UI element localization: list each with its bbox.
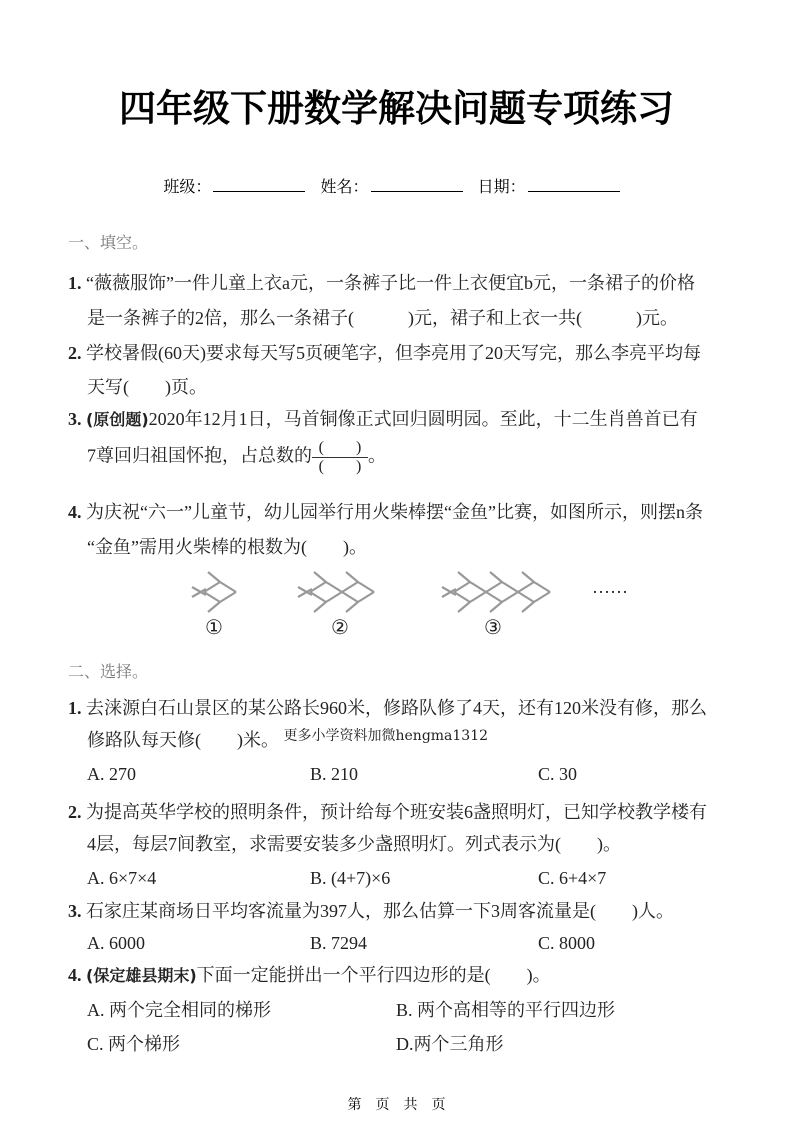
s2-q4-option-b: B. 两个高相等的平行四边形 — [396, 1000, 616, 1020]
s2-q1-option-b: B. 210 — [310, 764, 359, 784]
name-label: 姓名： — [320, 177, 369, 196]
matchstick — [358, 582, 374, 592]
matchstick — [342, 582, 358, 592]
matchstick — [534, 582, 550, 592]
s2-q3-option-a: A. 6000 — [87, 933, 145, 953]
figure-label-3: ③ — [484, 617, 502, 639]
matchstick — [518, 582, 534, 592]
s2-q2-option-a: A. 6×7×4 — [87, 868, 157, 888]
promo-note: 更多小学资料加微hengma1312 — [283, 728, 489, 744]
matchstick — [518, 592, 534, 602]
matchstick — [342, 592, 358, 602]
s1-q1-line1: 1. “薇薇服饰”一件儿童上衣a元，一条裤子比一件上衣便宜b元，一条裙子的价格 — [68, 273, 695, 293]
s1-q3-line2: 7尊回归祖国怀抱，占总数的 $\frac{( )}{( )}$ 。 — [87, 439, 386, 475]
s2-q1-option-a: A. 270 — [87, 764, 136, 784]
matchstick — [490, 572, 502, 582]
matchstick — [346, 572, 358, 582]
page-title: 四年级下册数学解决问题专项练习 — [119, 87, 674, 130]
s1-q1-line2: 是一条裤子的2倍，那么一条裙子( )元，裙子和上衣一共( )元。 — [87, 308, 678, 328]
matchstick — [204, 582, 220, 592]
s2-q4-line1: 4. (保定雄县期末)下面一定能拼出一个平行四边形的是( )。 — [68, 965, 551, 985]
section1-heading: 一、填空。 — [68, 233, 149, 252]
s2-q2-option-b: B. (4+7)×6 — [310, 868, 391, 888]
student-info — [0, 174, 793, 197]
matchstick — [522, 572, 534, 582]
s1-q2-line2: 天写( )页。 — [87, 377, 207, 397]
matchstick — [502, 592, 518, 602]
s1-q4-line1: 4. 为庆祝“六一”儿童节，幼儿园举行用火柴棒摆“金鱼”比赛，如图所示，则摆n条 — [68, 502, 703, 522]
s1-q4-line2: “金鱼”需用火柴棒的根数为( )。 — [87, 537, 367, 557]
class-label: 班级： — [163, 177, 212, 196]
s2-q1-option-c: C. 30 — [538, 764, 578, 784]
matchstick — [470, 592, 486, 602]
s1-q2-line1: 2. 学校暑假(60天)要求每天写5页硬笔字，但李亮用了20天写完，那么李亮平均每 — [68, 343, 701, 363]
matchstick — [310, 582, 326, 592]
s2-q2-option-c: C. 6+4×7 — [538, 868, 607, 888]
s2-q3-option-c: C. 8000 — [538, 933, 596, 953]
matchstick — [502, 582, 518, 592]
matchstick — [208, 572, 220, 582]
matchstick — [458, 602, 470, 612]
s2-q1-line1: 1. 去涞源白石山景区的某公路长960米，修路队修了4天，还有120米没有修，那么 — [68, 698, 707, 718]
matchstick — [490, 602, 502, 612]
matchstick — [454, 592, 470, 602]
matchstick — [310, 592, 326, 602]
s2-q3-line1: 3. 石家庄某商场日平均客流量为397人，那么估算一下3周客流量是( )人。 — [68, 901, 674, 921]
fraction-blank: $\frac{( )}{( )}$ — [312, 439, 368, 476]
section2-heading: 二、选择。 — [68, 662, 149, 681]
figure-label-2: ② — [331, 617, 349, 639]
matchstick — [314, 572, 326, 582]
s2-q4-option-d: D.两个三角形 — [396, 1034, 504, 1054]
s2-q4-option-c: C. 两个梯形 — [87, 1034, 181, 1054]
s2-q2-line1: 2. 为提高英华学校的照明条件，预计给每个班安装6盏照明灯，已知学校教学楼有 — [68, 802, 707, 822]
matchstick — [346, 602, 358, 612]
matchstick — [534, 592, 550, 602]
s2-q1-line2: 修路队每天修( )米。 $^{更多小学资料加微hengma1312}$ — [87, 728, 489, 750]
date-label: 日期： — [477, 177, 526, 196]
s2-q2-line2: 4层，每层7间教室，求需要安装多少盏照明灯。列式表示为( )。 — [87, 834, 621, 854]
ellipsis: …… — [592, 577, 628, 597]
matchstick — [470, 582, 486, 592]
matchstick — [458, 572, 470, 582]
matchstick — [220, 582, 236, 592]
matchstick — [326, 582, 342, 592]
class-blank — [213, 191, 305, 192]
figure-label-1: ① — [205, 617, 223, 639]
date-blank — [528, 191, 620, 192]
matchstick — [486, 592, 502, 602]
matchstick — [220, 592, 236, 602]
s2-q3-option-b: B. 7294 — [310, 933, 368, 953]
matchstick — [486, 582, 502, 592]
s2-q4-option-a: A. 两个完全相同的梯形 — [87, 1000, 271, 1020]
matchstick — [522, 602, 534, 612]
matchstick — [314, 602, 326, 612]
s1-q3-line1: 3. (原创题)2020年12月1日，马首铜像正式回归圆明园。至此，十二生肖兽首已有 — [68, 409, 698, 429]
matchstick — [454, 582, 470, 592]
name-blank — [371, 191, 463, 192]
matchstick — [326, 592, 342, 602]
matchstick-fish-figures — [0, 570, 793, 615]
matchstick — [204, 592, 220, 602]
matchstick — [358, 592, 374, 602]
page-footer: 第 页 共 页 — [347, 1097, 446, 1113]
matchstick — [208, 602, 220, 612]
